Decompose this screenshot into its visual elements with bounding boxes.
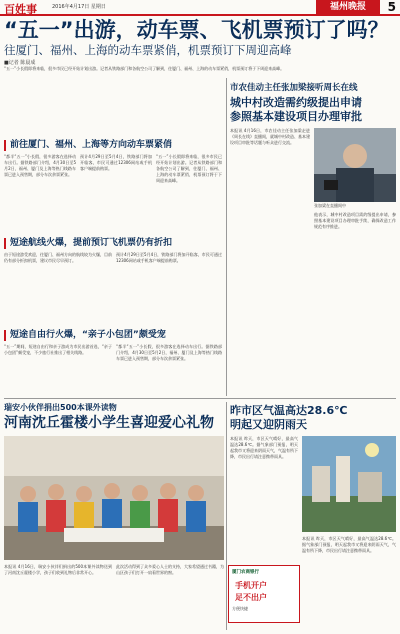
lead-subtitle-1: 前往厦门、福州、上海等方向动车票紧俏 xyxy=(10,140,173,150)
subtitle-marker xyxy=(4,330,6,341)
lead-headline: “五一”出游，动车票、飞机票预订了吗？ xyxy=(4,18,389,42)
paper-masthead: 福州晚报 xyxy=(316,0,380,14)
lead-paragraph-7: “都半“五一”小长假，很多游客在选择动车出行。据铁路部门介绍，4月30日至5月2日，福州、厦门及上海等热门线路车票已进入预售期，部分车次余票紧张。 xyxy=(116,344,222,361)
lead-subtitle-3: 短途自由行火爆，“亲子小包团”颇受宠 xyxy=(10,330,166,340)
lead-paragraph-4: 由于短途游受欢迎，往厦门、福州方向的航线较为火爆，目前仍有部分折扣机票，建议市民尽早预订。 xyxy=(4,252,112,263)
side-paragraph-1: 本报讯 4月16日，市农佳动主任张加梁走进《周长在线》直播间，就城中村改造、基本建设项目审批等话题与听众进行交流。 xyxy=(230,128,310,145)
side-paragraph-2: 他表示，城中村改造项目需约级提出申请，参照基本建设项目办理审批手续，确保改造工作规范有序推进。 xyxy=(314,212,396,229)
weather-headline-2: 明起又迎阴雨天 xyxy=(230,418,307,431)
subtitle-marker xyxy=(4,238,6,249)
lead-subtitle-2: 短途航线火爆，提前预订飞机票仍有折扣 xyxy=(10,238,173,248)
host-photo-image xyxy=(314,128,396,202)
bank-advertisement xyxy=(228,565,300,623)
side-headline-3: 参照基本建设项目办理审批 xyxy=(230,110,362,123)
host-photo-caption: 张加梁在直播间中 xyxy=(314,203,346,208)
section-name: 百姓事 xyxy=(4,3,37,16)
page-header xyxy=(0,0,400,16)
lead-paragraph-1: “都半“五一”小长假，很多游客在选择动车出行。据铁路部门介绍，4月30日至5月2日，福州、厦门及上海等热门线路车票已进入预售期，部分车次余票紧张。 xyxy=(4,154,76,177)
lead-paragraph-3: “五一”小长假即将来临，很多市民已经开始计划出游。记者从铁路部门和各航空公司了解到，往厦门、福州、上海的动车票紧俏，机票预订将于下周迎来高峰。 xyxy=(156,154,222,183)
date-line: 2016年4月17日 星期日 xyxy=(52,4,106,10)
column-divider xyxy=(226,402,227,630)
kids-tag: 瑞安小伙伴捐出500本课外读物 xyxy=(4,403,117,412)
host-photo xyxy=(314,128,396,202)
weather-photo-image xyxy=(302,436,396,532)
lead-paragraph-6: “五一”期间，短途自由行和亲子游成为市民出游首选，“亲子小包团”颇受宠，不少旅行社推出了相关线路。 xyxy=(4,344,112,355)
kids-paragraph-1: 本报讯 4月16日，瑞安小伙伴们捐出的500本课外读物送到了河南沈丘霍楼小学，孩子们收到礼物后非常开心。 xyxy=(4,564,112,575)
weather-headline-1: 昨市区气温高达28.6℃ xyxy=(230,404,348,417)
weather-photo xyxy=(302,436,396,532)
lead-paragraph-2: 预计4月29日至5月4日，铁路部门将加开临客，市民可通过12306网站或手机客户端提前购票。 xyxy=(80,154,152,171)
kids-paragraph-2: 此次活动得到了众多爱心人士的支持，大家希望通过书籍，为山区孩子们打开一扇看世界的窗。 xyxy=(116,564,224,575)
lead-intro: “五一”小长假即将来临，很多市民已经开始计划出游。记者从铁路部门和各航空公司了解到，往厦门、福州、上海的动车票紧俏，机票预订将于下周迎来高峰。 xyxy=(4,66,285,71)
ad-bank-name: 厦门农商银行 xyxy=(232,570,259,575)
lead-paragraph-5: 预计4月29日至5月4日，铁路部门将加开临客，市民可通过12306网站或手机客户端提前购票。 xyxy=(116,252,222,263)
lead-subhead: 往厦门、福州、上海的动车票紧俏，机票预订下周迎高峰 xyxy=(4,43,292,57)
subtitle-marker xyxy=(4,140,6,151)
ad-line-2: 足不出户 xyxy=(235,593,267,602)
kids-photo-image xyxy=(4,436,224,560)
weather-paragraph-1: 本报讯 昨天，市区天气晴好，最高气温达28.6℃。据气象部门预报，明天起我市又将迎来阴雨天气，气温有所下降，市民出行请注意携带雨具。 xyxy=(230,436,298,459)
ad-line-1: 手机开户 xyxy=(235,581,267,590)
section-divider xyxy=(4,398,396,399)
page-number: 5 xyxy=(387,0,396,14)
ad-line-3: 方便快捷 xyxy=(232,606,248,611)
column-divider xyxy=(226,78,227,396)
side-headline-1: 市农佳动主任张加梁接听周长在线 xyxy=(230,83,358,93)
kids-headline: 河南沈丘霍楼小学生喜迎爱心礼物 xyxy=(4,415,214,431)
side-headline-2: 城中村改造需约级提出申请 xyxy=(230,96,362,109)
lead-byline: ■记者 陈晨成 xyxy=(4,60,36,66)
kids-photo xyxy=(4,436,224,560)
weather-paragraph-2: 本报讯 昨天，市区天气晴好，最高气温达28.6℃。据气象部门预报，明天起我市又将迎来阴雨天气，气温有所下降，市民出行请注意携带雨具。 xyxy=(302,536,396,553)
